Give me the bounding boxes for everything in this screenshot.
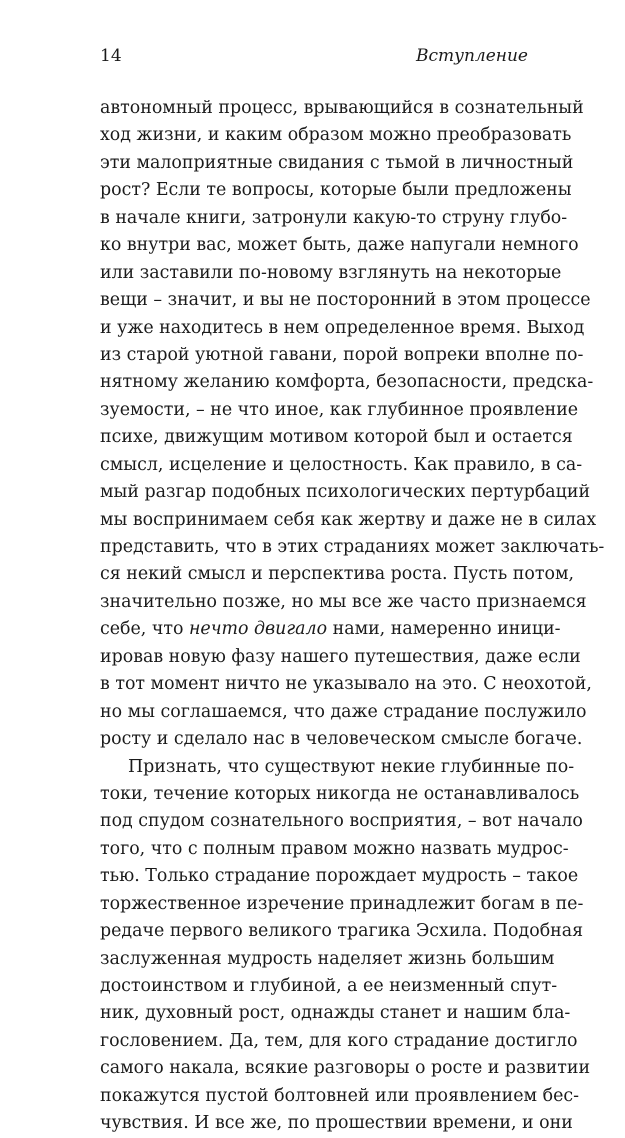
text-line: и уже находитесь в нем определенное время. Выход (100, 317, 585, 338)
text-line: самого накала, всякие разговоры о росте и развитии (100, 1058, 591, 1079)
text-line: того, что с полным правом можно назвать мудрос- (100, 838, 569, 859)
text-line: росту и сделало нас в человеческом смысле богаче. (100, 729, 583, 750)
text-line: заслуженная мудрость наделяет жизнь большим (100, 948, 555, 969)
text-line: покажутся пустой болтовней или проявлением бес- (100, 1085, 579, 1106)
page-number: 14 (100, 46, 122, 66)
text-line: из старой уютной гавани, порой вопреки вполне по- (100, 344, 584, 365)
text-line: в тот момент ничто не указывало на это. С неохотой, (100, 674, 592, 695)
text-line: рост? Если те вопросы, которые были предложены (100, 180, 572, 201)
text-line: мы воспринимаем себя как жертву и даже не в силах (100, 509, 597, 530)
text-line-with-emphasis (100, 616, 561, 643)
text-line: ко внутри вас, может быть, даже напугали немного (100, 235, 579, 256)
text-line: мый разгар подобных психологических пертурбаций (100, 482, 591, 503)
text-line: ник, духовный рост, однажды станет и нашим бла- (100, 1003, 571, 1024)
running-head (100, 44, 528, 68)
text-line: вещи – значит, и вы не посторонний в этом процессе (100, 290, 591, 311)
text-line: в начале книги, затронули какую-то струну глубо- (100, 207, 568, 228)
paragraph-first-line: Признать, что существуют некие глубинные по- (128, 756, 575, 777)
text-line: ся некий смысл и перспектива роста. Пусть потом, (100, 564, 574, 585)
section-title: Вступление (415, 46, 528, 66)
line-segment: себе, что (100, 619, 189, 640)
line-segment: нами, намеренно иници- (327, 619, 561, 640)
text-line: зуемости, – не что иное, как глубинное проявление (100, 399, 579, 420)
text-line: представить, что в этих страданиях может заключать- (100, 537, 605, 557)
text-line: психе, движущим мотивом которой был и остается (100, 427, 573, 448)
text-line: редаче первого великого трагика Эсхила. Подобная (100, 921, 584, 942)
text-line: чувствия. И все же, по прошествии времени, и они (100, 1113, 573, 1134)
text-line: эти малоприятные свидания с тьмой в личностный (100, 152, 574, 173)
text-line: значительно позже, но мы все же часто признаемся (100, 591, 587, 612)
emphasis-text: нечто двигало (188, 619, 328, 640)
text-line: тью. Только страдание порождает мудрость – такое (100, 866, 579, 887)
body-text (100, 95, 605, 1138)
text-line: ход жизни, и каким образом можно преобразовать (100, 125, 572, 146)
text-line: токи, течение которых никогда не останавливалось (100, 783, 580, 804)
text-line: достоинством и глубиной, а ее неизменный спут- (100, 976, 558, 996)
text-line: но мы соглашаемся, что даже страдание послужило (100, 701, 587, 722)
text-line: или заставили по-новому взглянуть на некоторые (100, 262, 562, 283)
text-line: ировав новую фазу нашего путешествия, даже если (100, 646, 581, 667)
text-line: торжественное изречение принадлежит богам в пе- (100, 893, 584, 914)
text-line: смысл, исцеление и целостность. Как правило, в са- (100, 454, 583, 475)
text-line: под спудом сознательного восприятия, – вот начало (100, 811, 583, 832)
text-line: автономный процесс, врывающийся в сознательный (100, 98, 584, 118)
text-line: гословением. Да, тем, для кого страдание достигло (100, 1030, 578, 1051)
text-line: нятному желанию комфорта, безопасности, предска- (100, 372, 594, 393)
